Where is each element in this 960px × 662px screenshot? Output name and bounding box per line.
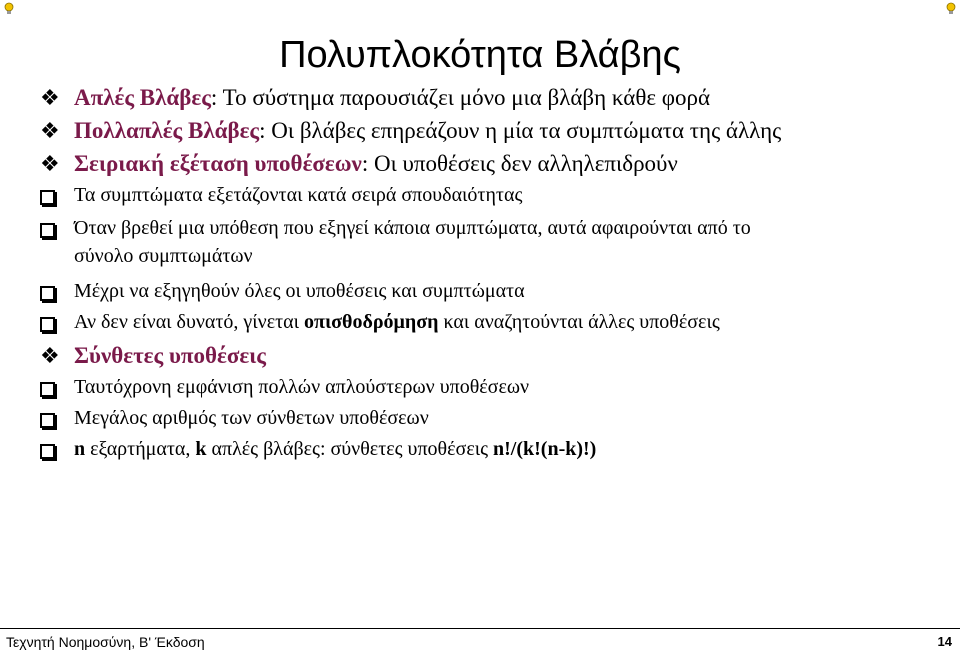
item-text: Μεγάλος αριθμός των σύνθετων υποθέσεων — [74, 407, 429, 429]
footer-text: Τεχνητή Νοημοσύνη, B' Έκδοση — [6, 634, 205, 650]
item-text: Ταυτόχρονη εμφάνιση πολλών απλούστερων υποθέσεων — [74, 376, 530, 398]
item-emphasis: n — [74, 438, 86, 460]
item-text: Τα συμπτώματα εξετάζονται κατά σειρά σπουδαιότητας — [74, 184, 523, 206]
item-emphasis: οπισθοδρόμηση — [304, 311, 439, 333]
diamond-bullet-icon: ❖ — [40, 343, 60, 368]
item-text: Αν δεν είναι δυνατό, γίνεται — [74, 311, 304, 333]
checkbox-bullet-icon — [40, 413, 55, 428]
checkbox-bullet-icon — [40, 286, 55, 301]
diamond-bullet-icon: ❖ — [40, 118, 60, 143]
item-text: σύνολο συμπτωμάτων — [74, 245, 253, 267]
item-formula: n!/(k!(n-k)!) — [493, 438, 597, 460]
footer-divider — [0, 628, 960, 629]
checkbox-bullet-icon — [40, 190, 55, 205]
item-text: Όταν βρεθεί μια υπόθεση που εξηγεί κάποια συμπτώματα, αυτά αφαιρούνται από το — [74, 217, 751, 239]
diamond-bullet-icon: ❖ — [40, 85, 60, 110]
checkbox-bullet-icon — [40, 382, 55, 397]
item-text: : Οι υποθέσεις δεν αλληλεπιδρούν — [361, 151, 678, 176]
item-text: εξαρτήματα, — [85, 438, 196, 460]
lightbulb-icon — [3, 2, 15, 16]
item-heading: Πολλαπλές Βλάβες — [74, 118, 260, 143]
item-heading: Σύνθετες υποθέσεις — [74, 343, 267, 368]
item-heading: Απλές Βλάβες — [74, 85, 211, 110]
item-emphasis: k — [195, 438, 207, 460]
item-text: απλές βλάβες: σύνθετες υποθέσεις — [206, 438, 494, 460]
item-text: Μέχρι να εξηγηθούν όλες οι υποθέσεις και συμπτώματα — [74, 280, 525, 302]
page-number: 14 — [937, 634, 952, 649]
checkbox-bullet-icon — [40, 223, 55, 238]
slide-title: Πολυπλοκότητα Βλάβης — [279, 34, 681, 76]
item-text: : Οι βλάβες επηρεάζουν η μία τα συμπτώματα της άλλης — [259, 118, 782, 143]
lightbulb-icon — [945, 2, 957, 16]
item-heading: Σειριακή εξέταση υποθέσεων — [74, 151, 362, 176]
diamond-bullet-icon: ❖ — [40, 151, 60, 176]
checkbox-bullet-icon — [40, 444, 55, 459]
item-text: : Το σύστημα παρουσιάζει μόνο μια βλάβη κάθε φορά — [210, 85, 711, 110]
item-text: και αναζητούνται άλλες υποθέσεις — [438, 311, 720, 333]
checkbox-bullet-icon — [40, 317, 55, 332]
